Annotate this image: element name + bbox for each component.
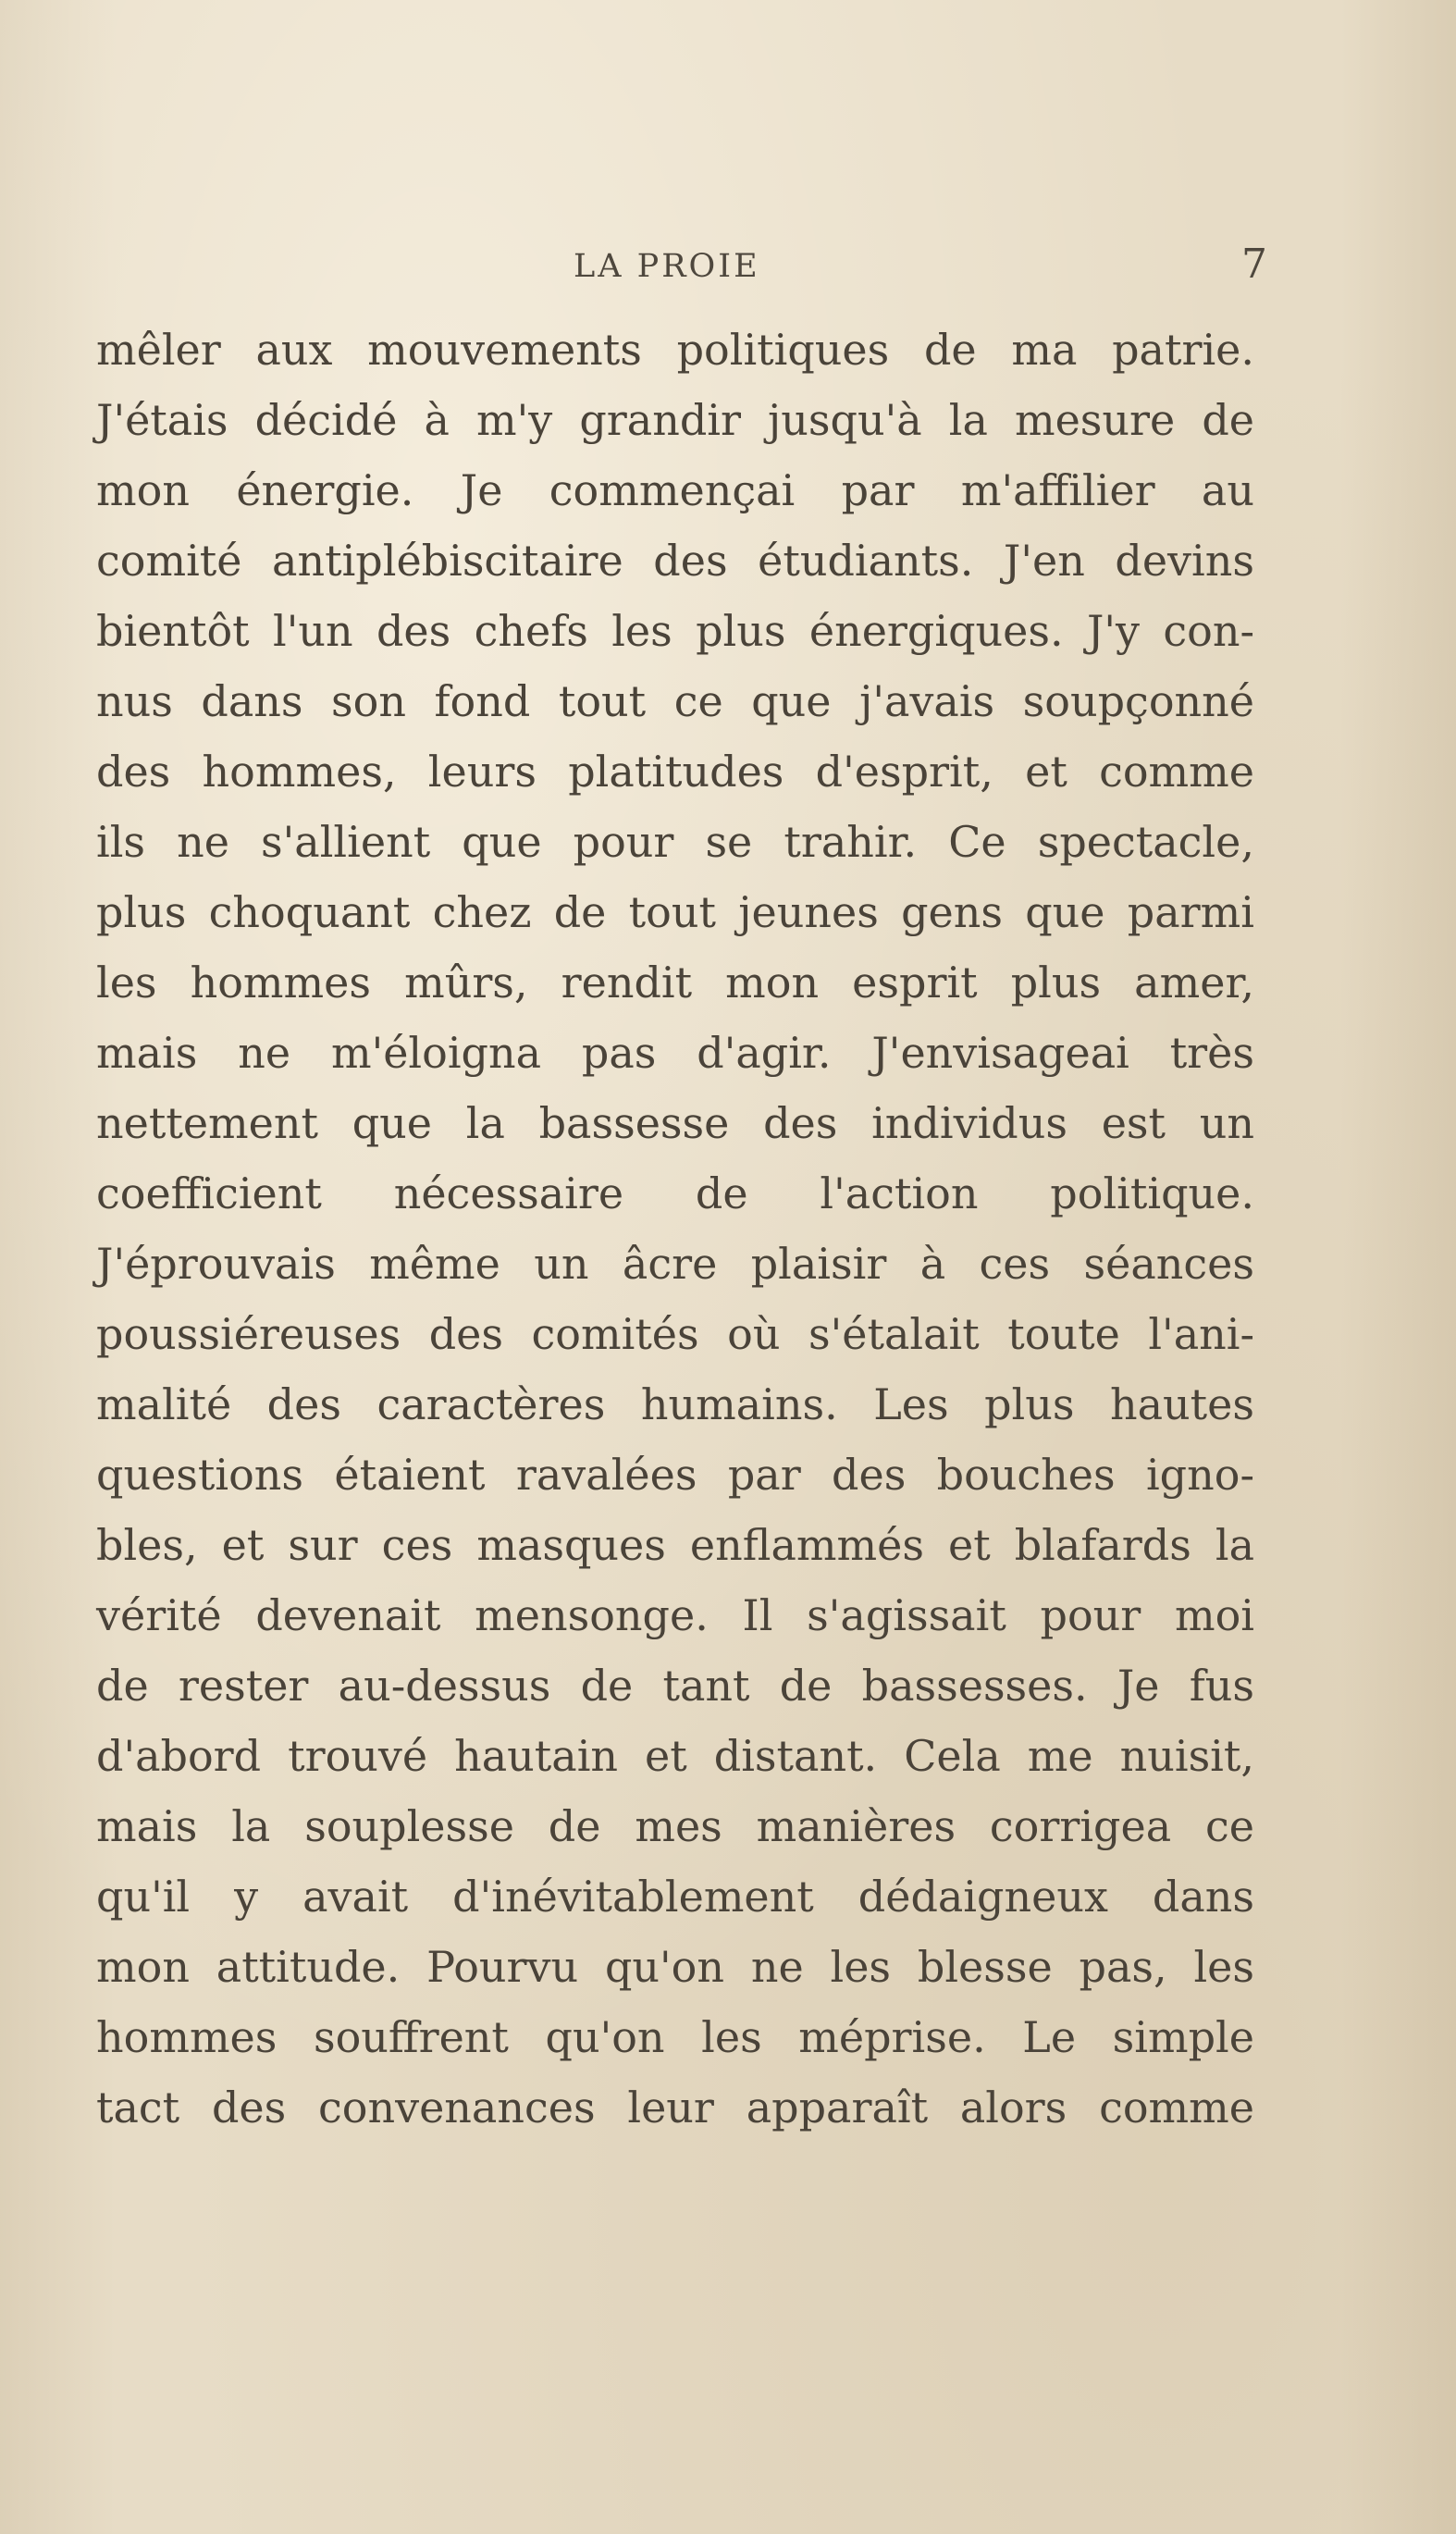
text-line: qu'il y avait d'inévitablement dédaigneux dans — [96, 1872, 1254, 1922]
running-head — [93, 241, 1267, 303]
text-line: J'éprouvais même un âcre plaisir à ces séances — [96, 1239, 1254, 1289]
text-line: mais ne m'éloigna pas d'agir. J'envisageai très — [96, 1028, 1254, 1078]
text-line: plus choquant chez de tout jeunes gens que parmi — [96, 887, 1254, 937]
text-line: nettement que la bassesse des individus est un — [96, 1098, 1254, 1148]
text-line: de rester au-dessus de tant de bassesses. Je fus — [96, 1661, 1254, 1711]
text-line: des hommes, leurs platitudes d'esprit, et comme — [96, 747, 1254, 797]
text-line: hommes souffrent qu'on les méprise. Le simple — [96, 2012, 1254, 2062]
text-line: nus dans son fond tout ce que j'avais soupçonné — [96, 676, 1254, 726]
text-line: malité des caractères humains. Les plus hautes — [96, 1379, 1254, 1429]
text-line: bientôt l'un des chefs les plus énergiques. J'y con- — [96, 606, 1254, 656]
text-line: bles, et sur ces masques enflammés et blafards la — [96, 1520, 1254, 1570]
page-number: 7 — [1241, 241, 1267, 288]
text-line: tact des convenances leur apparaît alors comme — [96, 2083, 1254, 2132]
running-title: LA PROIE — [574, 248, 760, 285]
text-line: comité antiplébiscitaire des étudiants. J'en devins — [96, 536, 1254, 586]
text-line: mais la souplesse de mes manières corrigea ce — [96, 1801, 1254, 1851]
text-line: J'étais décidé à m'y grandir jusqu'à la mesure de — [96, 395, 1254, 445]
text-line: coefficient nécessaire de l'action politique. — [96, 1168, 1254, 1218]
text-line: ils ne s'allient que pour se trahir. Ce spectacle, — [96, 817, 1254, 867]
text-line: mon énergie. Je commençai par m'affilier au — [96, 465, 1254, 515]
text-line: mêler aux mouvements politiques de ma patrie. — [96, 325, 1254, 375]
text-line: mon attitude. Pourvu qu'on ne les blesse pas, les — [96, 1942, 1254, 1992]
text-line: d'abord trouvé hautain et distant. Cela me nuisit, — [96, 1731, 1254, 1781]
text-line: les hommes mûrs, rendit mon esprit plus amer, — [96, 958, 1254, 1007]
text-line: questions étaient ravalées par des bouches igno- — [96, 1450, 1254, 1500]
body-text — [96, 315, 1254, 2143]
text-line: vérité devenait mensonge. Il s'agissait pour moi — [96, 1590, 1254, 1640]
text-line: poussiéreuses des comités où s'étalait toute l'ani- — [96, 1309, 1254, 1359]
